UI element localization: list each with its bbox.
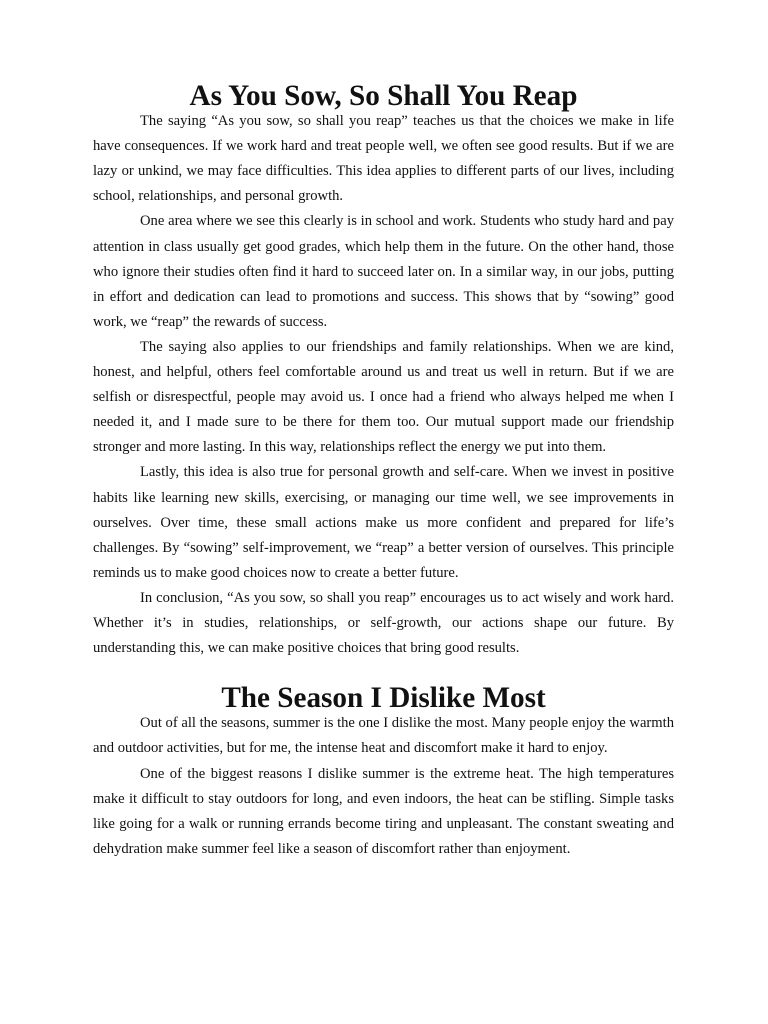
essay-sow-reap <box>93 80 674 661</box>
essay-title: As You Sow, So Shall You Reap <box>189 80 578 112</box>
essay-paragraph: The saying also applies to our friendships and family relationships. When we are kind, honest, and helpful, others feel comfortable around us and treat us well in return. But if we are selfish or disrespectful, people may avoid us. I once had a friend who always helped me when I needed it, and I made sure to be there for them too. Our mutual support made our friendship stronger and more lasting. In this way, relationships reflect the energy we put into them. <box>93 338 674 456</box>
document-page <box>93 80 674 862</box>
essay-paragraph: The saying “As you sow, so shall you reap” teaches us that the choices we make in life have consequences. If we work hard and treat people well, we often see good results. But if we are lazy or unkind, we may face difficulties. This idea applies to different parts of our lives, including school, relationships, and personal growth. <box>93 113 674 205</box>
essay-paragraph: Out of all the seasons, summer is the one I dislike the most. Many people enjoy the warmth and outdoor activities, but for me, the intense heat and discomfort make it hard to enjoy. <box>93 715 674 757</box>
essay-paragraph: Lastly, this idea is also true for personal growth and self-care. When we invest in positive habits like learning new skills, exercising, or managing our time well, we see improvements in ourselves. Over time, these small actions make us more confident and prepared for life’s challenges. By “sowing” self-improvement, we “reap” a better version of ourselves. This principle reminds us to make good choices now to create a better future. <box>93 464 674 581</box>
essay-paragraph: In conclusion, “As you sow, so shall you reap” encourages us to act wisely and work hard. Whether it’s in studies, relationships, or self-growth, our actions shape our future. By understanding this, we can make positive choices that bring good results. <box>93 589 674 657</box>
essay-paragraph: One of the biggest reasons I dislike summer is the extreme heat. The high temperatures make it difficult to stay outdoors for long, and even indoors, the heat can be stifling. Simple tasks like going for a walk or running errands become tiring and unpleasant. The constant sweating and dehydration make summer feel like a season of discomfort rather than enjoyment. <box>93 765 674 857</box>
essay-disliked-season <box>93 682 674 862</box>
essay-paragraph: One area where we see this clearly is in school and work. Students who study hard and pay attention in class usually get good grades, which help them in the future. On the other hand, those who ignore their studies often find it hard to succeed later on. In a similar way, in our jobs, putting in effort and dedication can lead to promotions and success. This shows that by “sowing” good work, we “reap” the rewards of success. <box>93 213 674 330</box>
essay-title: The Season I Dislike Most <box>221 682 546 715</box>
